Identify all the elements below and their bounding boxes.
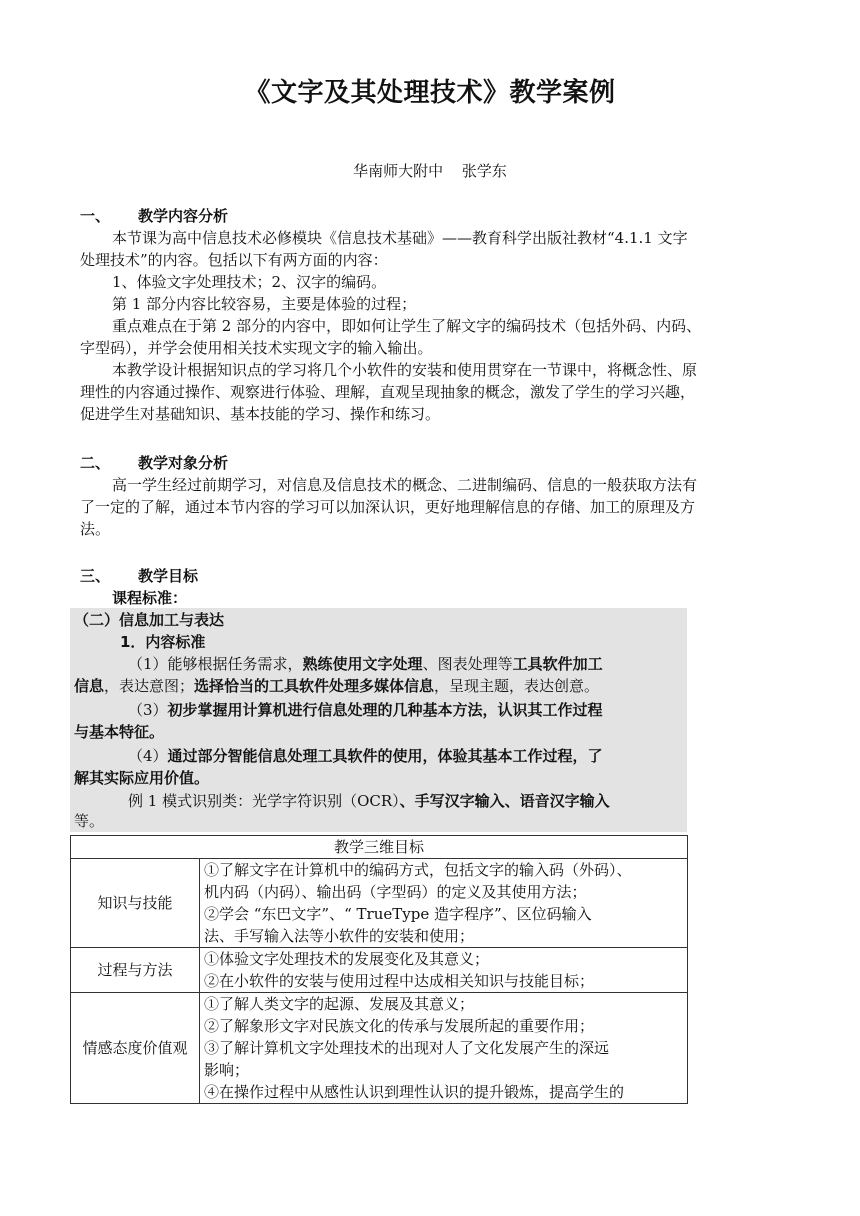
document-title: 《文字及其处理技术》教学案例 (244, 78, 616, 108)
goal-line: ①体验文字处理技术的发展变化及其意义； (204, 950, 490, 968)
s1-line-1: 处理技术”的内容。包括以下有两方面的内容： (80, 251, 388, 269)
s1-line-3: 第 1 部分内容比较容易，主要是体验的过程； (112, 295, 417, 313)
standard-item-1-bold: 熟练使用文字处理 (302, 655, 423, 673)
goal-line: 机内码（内码）、输出码（字型码）的定义及其使用方法； (204, 883, 587, 901)
table-row (71, 859, 688, 948)
table-row (71, 993, 688, 1104)
goal-line: ②学会 “东巴文字”、“ TrueType 造字程序”、区位码输入 (204, 905, 592, 923)
goal-content-attitude (200, 993, 688, 1104)
s1-line-2: 1、体验文字处理技术；2、汉字的编码。 (112, 273, 387, 291)
section-3-heading (80, 565, 198, 587)
goal-line: ②在小软件的安装与使用过程中达成相关知识与技能目标； (204, 972, 595, 990)
section-1-title: 教学内容分析 (138, 207, 229, 225)
standard-subheading: 1．内容标准 (120, 633, 206, 651)
s1-line-7: 理性的内容通过操作、观察进行体验、理解，直观呈现抽象的概念，激发了学生的学习兴趣， (80, 383, 696, 401)
standard-item-1-part: （1）能够根据任务需求， (128, 655, 303, 673)
standard-item-1-bold: 工具软件加工 (512, 655, 603, 673)
standard-item-1-line-2 (74, 675, 599, 697)
goal-category-knowledge: 知识与技能 (71, 859, 200, 948)
document-author: 华南师大附中 张学东 (353, 162, 507, 180)
s1-line-5: 字型码），并学会使用相关技术实现文字的输入输出。 (80, 339, 433, 357)
table-header-row (71, 836, 688, 859)
standard-example-part: 例 1 模式识别类：光学字符识别（OCR） (128, 792, 400, 810)
goal-category-attitude: 情感态度价值观 (71, 993, 200, 1104)
goal-line: ③了解计算机文字处理技术的出现对人了文化发展产生的深远 (204, 1039, 610, 1057)
s2-line-1: 了一定的了解，通过本节内容的学习可以加深认识，更好地理解信息的存储、加工的原理及方 (80, 498, 696, 516)
section-3-number: 三、 (80, 567, 111, 585)
section-3-title: 教学目标 (138, 567, 199, 585)
standard-item-1-line-1 (128, 653, 603, 675)
standard-item-3-line-2: 与基本特征。 (74, 723, 165, 741)
goal-content-knowledge (200, 859, 688, 948)
curriculum-standard-label: 课程标准： (112, 589, 188, 607)
s2-line-2: 法。 (80, 520, 111, 538)
goal-line: ①了解人类文字的起源、发展及其意义； (204, 995, 475, 1013)
standard-item-4-line-1 (128, 745, 603, 767)
standard-item-4-bold: 通过部分智能信息处理工具软件的使用，体验其基本工作过程，了 (167, 747, 603, 765)
s1-line-8: 促进学生对基础知识、基本技能的学习、操作和练习。 (80, 405, 441, 423)
goal-line: ②了解象形文字对民族文化的传承与发展所起的重要作用； (204, 1017, 595, 1035)
section-2-title: 教学对象分析 (138, 454, 229, 472)
goal-line: ①了解文字在计算机中的编码方式，包括文字的输入码（外码）、 (204, 861, 632, 879)
table-row (71, 948, 688, 993)
s1-line-6: 本教学设计根据知识点的学习将几个小软件的安装和使用贯穿在一节课中，将概念性、原 (112, 361, 698, 379)
standard-example-bold: 、手写汉字输入、语音汉字输入 (399, 792, 610, 810)
section-1-number: 一、 (80, 207, 111, 225)
standard-example-line-2: 等。 (74, 812, 105, 830)
standard-item-1-bold: 选择恰当的工具软件处理多媒体信息 (194, 677, 435, 695)
standard-item-3-number: （3） (128, 701, 168, 719)
section-2-number: 二、 (80, 454, 111, 472)
s2-line-0: 高一学生经过前期学习，对信息及信息技术的概念、二进制编码、信息的一般获取方法有 (112, 476, 698, 494)
table-header-cell: 教学三维目标 (71, 836, 688, 859)
standard-item-4-line-2: 解其实际应用价值。 (74, 769, 210, 787)
teaching-goals-table (70, 835, 688, 1104)
section-1-heading (80, 205, 228, 227)
s1-line-4: 重点难点在于第 2 部分的内容中，即如何让学生了解文字的编码技术（包括外码、内码、 (112, 317, 702, 335)
goal-content-process (200, 948, 688, 993)
standard-item-1-part: ，表达意图； (104, 677, 195, 695)
goal-line: 法、手写输入法等小软件的安装和使用； (204, 927, 475, 945)
standard-heading: （二）信息加工与表达 (74, 611, 225, 629)
standard-item-1-part: ，呈现主题，表达创意。 (434, 677, 600, 695)
goal-line: ④在操作过程中从感性认识到理性认识的提升锻炼，提高学生的 (204, 1083, 625, 1101)
goal-category-process: 过程与方法 (71, 948, 200, 993)
section-2-heading (80, 452, 228, 474)
standard-example-line-1 (128, 790, 610, 812)
standard-item-4-number: （4） (128, 747, 168, 765)
standard-item-1-part: 、图表处理等 (422, 655, 513, 673)
standard-item-3-bold: 初步掌握用计算机进行信息处理的几种基本方法，认识其工作过程 (167, 701, 603, 719)
s1-line-0: 本节课为高中信息技术必修模块《信息技术基础》——教育科学出版社教材“4.1.1 文字 (112, 229, 688, 247)
standard-item-1-bold: 信息 (74, 677, 105, 695)
standard-item-3-line-1 (128, 699, 603, 721)
goal-line: 影响； (204, 1061, 250, 1079)
